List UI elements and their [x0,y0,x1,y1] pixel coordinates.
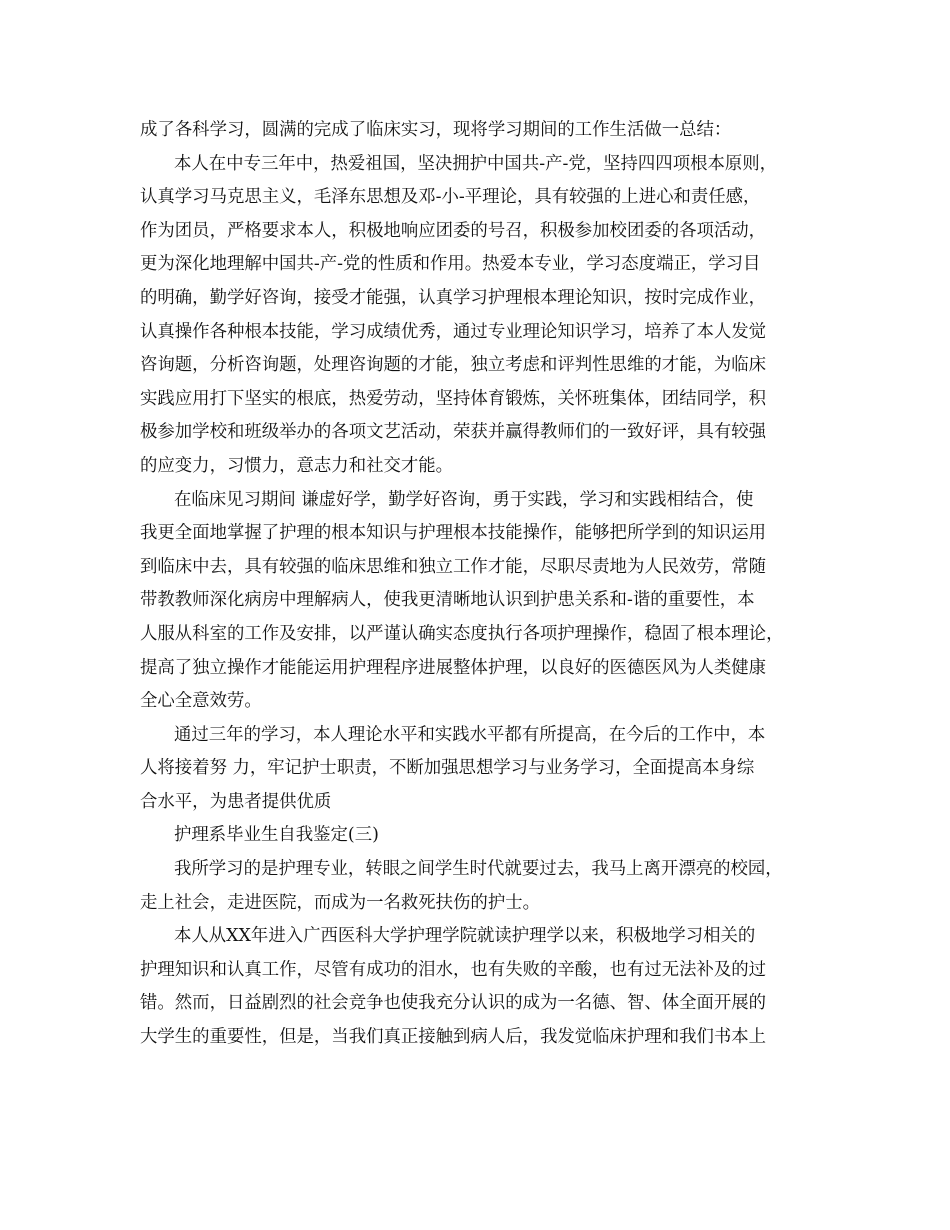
text-line: 我所学习的是护理专业，转眼之间学生时代就要过去，我马上离开漂亮的校园， [174,859,783,880]
text-line: 全心全意效劳。 [140,691,262,712]
text-line: 错。然而，日益剧烈的社会竞争也使我充分认识的成为一名德、智、体全面开展的 [140,993,767,1014]
text-line: 人将接着努 力，牢记护士职责，不断加强思想学习与业务学习，全面提高本身综 [140,758,755,779]
text-line: 提高了独立操作才能能运用护理程序进展整体护理，以良好的医德医风为人类健康 [140,657,767,678]
text-line: 人服从科室的工作及安排，以严谨认确实态度执行各项护理操作，稳固了根本理论， [140,623,784,644]
text-line: 护理系毕业生自我鉴定(三) [174,825,379,846]
text-line: 本人在中专三年中，热爱祖国，坚决拥护中国共-产-党，坚持四四项根本原则， [174,153,778,174]
text-line: 成了各科学习，圆满的完成了临床实习，现将学习期间的工作生活做一总结： [140,120,732,140]
text-line: 通过三年的学习，本人理论水平和实践水平都有所提高，在今后的工作中，本 [174,724,766,745]
text-line: 护理知识和认真工作，尽管有成功的泪水，也有失败的辛酸，也有过无法补及的过 [140,959,767,980]
text-line: 本人从XX年进入广西医科大学护理学院就读护理学以来，积极地学习相关的 [174,926,756,947]
text-line: 实践应用打下坚实的根底，热爱劳动，坚持体育锻炼，关怀班集体，团结同学，积 [140,388,767,409]
document-body [140,114,820,1055]
text-line: 在临床见习期间 谦虚好学，勤学好咨询，勇于实践，学习和实践相结合，使 [174,489,754,510]
text-line: 大学生的重要性，但是，当我们真正接触到病人后，我发觉临床护理和我们书本上 [140,1027,767,1048]
text-line: 的明确，勤学好咨询，接受才能强，认真学习护理根本理论知识，按时完成作业， [140,287,767,308]
text-line: 咨询题，分析咨询题，处理咨询题的才能，独立考虑和评判性思维的才能，为临床 [140,355,767,376]
text-line: 作为团员，严格要求本人，积极地响应团委的号召，积极参加校团委的各项活动， [140,220,767,241]
text-line: 认真学习马克思主义，毛泽东思想及邓-小-平理论，具有较强的上进心和责任感， [140,187,761,208]
text-line: 我更全面地掌握了护理的根本知识与护理根本技能操作，能够把所学到的知识运用 [140,523,767,544]
text-line: 合水平，为患者提供优质 [140,791,332,812]
text-line: 到临床中去，具有较强的临床思维和独立工作才能，尽职尽责地为人民效劳，常随 [140,556,767,577]
text-line: 极参加学校和班级举办的各项文艺活动，荣获并赢得教师们的一致好评，具有较强 [140,422,767,443]
text-line: 更为深化地理解中国共-产-党的性质和作用。热爱本专业，学习态度端正，学习目 [140,254,761,275]
text-line: 认真操作各种根本技能，学习成绩优秀，通过专业理论知识学习，培养了本人发觉 [140,321,767,342]
text-line: 的应变力，习惯力，意志力和社交才能。 [140,455,454,476]
text-line: 带教教师深化病房中理解病人，使我更清晰地认识到护患关系和-谐的重要性，本 [140,590,755,611]
text-line: 走上社会，走进医院，而成为一名救死扶伤的护士。 [140,892,540,913]
